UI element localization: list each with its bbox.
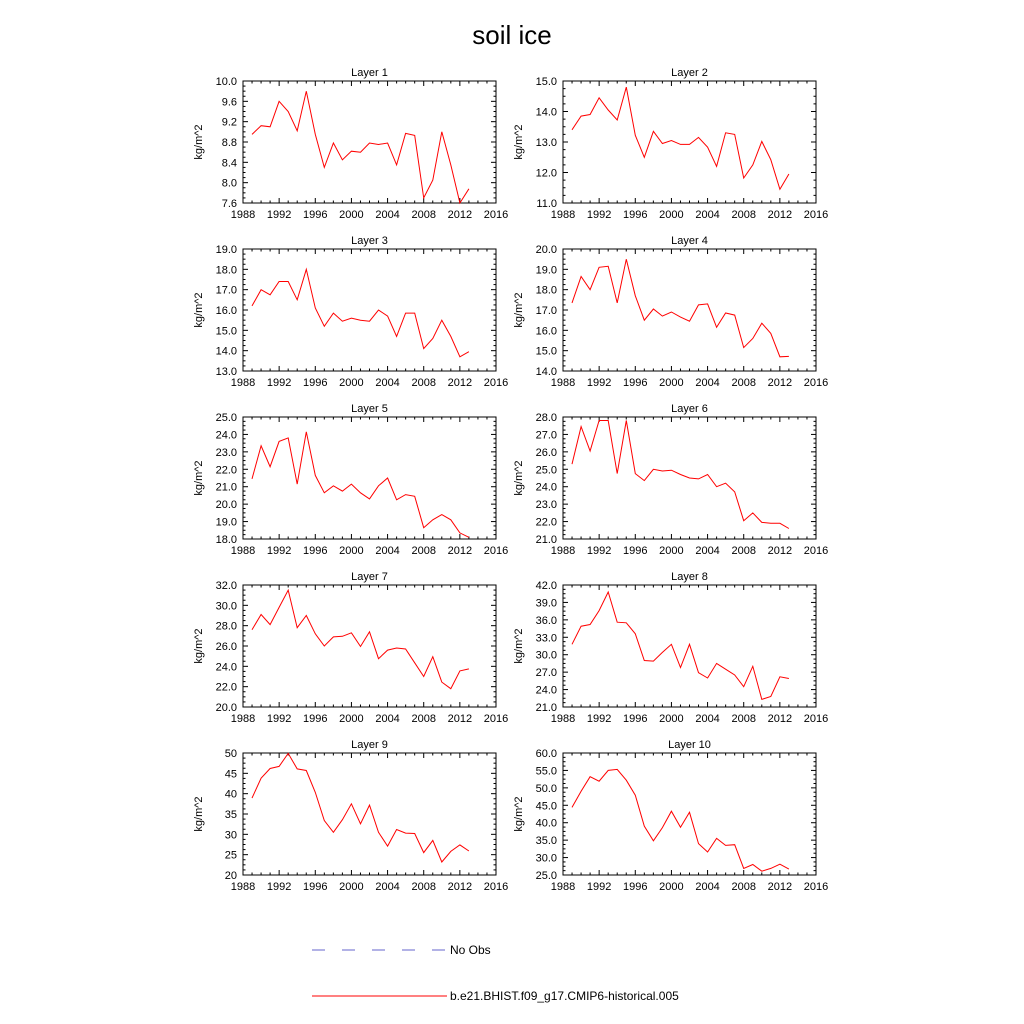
y-tick-label: 20.0: [215, 499, 237, 512]
panel-7: [193, 571, 508, 725]
x-tick-label: 2012: [767, 545, 793, 557]
y-tick-label: 40.0: [535, 817, 557, 830]
y-tick-label: 25.0: [535, 464, 557, 477]
series-line: [252, 269, 469, 357]
x-tick-label: 2000: [659, 545, 684, 557]
y-tick-label: 17.0: [215, 284, 237, 297]
y-tick-label: 9.6: [221, 96, 237, 109]
y-tick-label: 33.0: [535, 632, 557, 645]
y-tick-label: 20.0: [215, 702, 237, 714]
x-tick-label: 2016: [803, 545, 829, 557]
y-tick-label: 35: [224, 809, 237, 821]
y-tick-label: 32.0: [215, 580, 237, 592]
legend-label-2: b.e21.BHIST.f09_g17.CMIP6-historical.005: [450, 989, 679, 1003]
figure-title: soil ice: [472, 20, 552, 50]
x-tick-label: 1992: [586, 545, 612, 557]
x-tick-label: 2016: [483, 713, 509, 725]
y-tick-label: 15.0: [535, 76, 557, 88]
x-tick-label: 2012: [447, 545, 473, 557]
x-tick-label: 1988: [550, 545, 576, 557]
y-tick-label: 8.0: [221, 177, 237, 190]
y-tick-label: 22.0: [215, 464, 237, 477]
x-tick-label: 2004: [695, 209, 720, 221]
x-tick-label: 2004: [375, 545, 400, 557]
y-tick-label: 22.0: [535, 516, 557, 529]
x-tick-label: 1988: [550, 377, 576, 389]
y-axis-label: kg/m^2: [513, 796, 525, 832]
panel-title: Layer 4: [671, 235, 708, 247]
y-tick-label: 24.0: [535, 684, 557, 697]
panel-2: [513, 67, 828, 221]
x-tick-label: 1988: [550, 209, 576, 221]
series-line: [252, 753, 469, 862]
x-tick-label: 2016: [483, 545, 509, 557]
y-tick-label: 40: [224, 788, 237, 801]
x-tick-label: 2008: [411, 713, 436, 725]
x-tick-label: 2012: [447, 377, 473, 389]
x-tick-label: 2004: [695, 377, 720, 389]
panel-title: Layer 9: [351, 739, 388, 751]
panel-title: Layer 8: [671, 571, 708, 583]
series-line: [572, 87, 789, 189]
x-tick-label: 2012: [767, 713, 793, 725]
panel-9: [193, 739, 508, 893]
y-tick-label: 18.0: [215, 534, 237, 546]
y-tick-label: 16.0: [535, 325, 557, 338]
x-tick-label: 2016: [803, 209, 829, 221]
y-tick-label: 12.0: [535, 167, 557, 180]
plot-frame: [243, 753, 496, 875]
panel-4: [513, 235, 828, 389]
x-tick-label: 2012: [767, 209, 793, 221]
y-tick-label: 28.0: [535, 412, 557, 424]
plot-frame: [563, 585, 816, 707]
plot-frame: [243, 81, 496, 203]
panel-3: [193, 235, 508, 389]
x-tick-label: 1992: [586, 881, 612, 893]
y-tick-label: 16.0: [215, 305, 237, 317]
y-tick-label: 10.0: [215, 76, 237, 88]
y-tick-label: 24.0: [215, 661, 237, 674]
x-tick-label: 2000: [339, 713, 364, 725]
y-tick-label: 17.0: [535, 305, 557, 317]
y-axis-label: kg/m^2: [513, 124, 525, 160]
y-axis-label: kg/m^2: [513, 292, 525, 328]
panel-title: Layer 7: [351, 571, 388, 583]
y-axis-label: kg/m^2: [193, 124, 205, 160]
x-tick-label: 2012: [447, 209, 473, 221]
y-tick-label: 23.0: [215, 446, 237, 459]
x-tick-label: 1992: [266, 881, 292, 893]
y-tick-label: 27.0: [535, 429, 557, 442]
y-tick-label: 23.0: [535, 499, 557, 512]
x-tick-label: 2004: [375, 209, 400, 221]
y-tick-label: 35.0: [535, 835, 557, 848]
legend-label-1: No Obs: [450, 943, 491, 957]
y-axis-label: kg/m^2: [193, 796, 205, 832]
x-tick-label: 2016: [483, 377, 509, 389]
x-tick-label: 1988: [230, 377, 256, 389]
x-tick-label: 2012: [447, 713, 473, 725]
y-tick-label: 45.0: [535, 800, 557, 813]
series-line: [572, 259, 789, 357]
y-tick-label: 55.0: [535, 765, 557, 778]
x-tick-label: 2000: [659, 209, 684, 221]
y-tick-label: 19.0: [215, 244, 237, 256]
y-tick-label: 7.6: [221, 198, 237, 210]
y-tick-label: 25: [224, 849, 237, 862]
x-tick-label: 2008: [411, 209, 436, 221]
x-tick-label: 1992: [266, 377, 292, 389]
panel-title: Layer 6: [671, 403, 708, 415]
y-tick-label: 8.4: [221, 157, 237, 170]
x-tick-label: 1996: [623, 713, 648, 725]
y-tick-label: 50: [224, 748, 237, 760]
y-tick-label: 26.0: [535, 446, 557, 459]
panel-title: Layer 10: [668, 739, 711, 751]
x-tick-label: 2004: [695, 545, 720, 557]
y-tick-label: 14.0: [535, 366, 557, 378]
series-line: [572, 592, 789, 699]
y-tick-label: 25.0: [535, 870, 557, 882]
series-line: [572, 421, 789, 529]
y-tick-label: 21.0: [535, 534, 557, 546]
x-tick-label: 1992: [586, 713, 612, 725]
y-tick-label: 19.0: [215, 516, 237, 529]
series-line: [252, 91, 469, 203]
x-tick-label: 1996: [623, 881, 648, 893]
y-axis-label: kg/m^2: [193, 292, 205, 328]
x-tick-label: 2016: [803, 713, 829, 725]
x-tick-label: 1988: [230, 209, 256, 221]
y-tick-label: 14.0: [535, 106, 557, 119]
y-tick-label: 50.0: [535, 782, 557, 795]
y-axis-label: kg/m^2: [193, 628, 205, 664]
x-tick-label: 2000: [659, 881, 684, 893]
x-tick-label: 1992: [266, 209, 292, 221]
x-tick-label: 2000: [659, 377, 684, 389]
x-tick-label: 2008: [411, 377, 436, 389]
y-tick-label: 60.0: [535, 748, 557, 760]
y-axis-label: kg/m^2: [513, 628, 525, 664]
series-line: [252, 590, 469, 689]
x-tick-label: 2008: [731, 545, 756, 557]
panel-1: [193, 67, 508, 221]
x-tick-label: 2016: [803, 881, 829, 893]
y-tick-label: 27.0: [535, 667, 557, 680]
y-tick-label: 20: [224, 870, 237, 882]
plot-frame: [243, 417, 496, 539]
x-tick-label: 1996: [303, 713, 328, 725]
x-tick-label: 2000: [339, 545, 364, 557]
y-tick-label: 13.0: [215, 366, 237, 378]
y-tick-label: 21.0: [215, 481, 237, 494]
x-tick-label: 1992: [266, 545, 292, 557]
x-tick-label: 1996: [303, 545, 328, 557]
y-tick-label: 8.8: [221, 137, 237, 149]
x-tick-label: 2004: [375, 881, 400, 893]
series-line: [252, 432, 469, 538]
x-tick-label: 2012: [447, 881, 473, 893]
x-tick-label: 2012: [767, 881, 793, 893]
y-tick-label: 39.0: [535, 597, 557, 610]
y-tick-label: 14.0: [215, 345, 237, 358]
y-tick-label: 45: [224, 768, 237, 781]
x-tick-label: 1996: [303, 881, 328, 893]
y-tick-label: 15.0: [535, 345, 557, 358]
x-tick-label: 1992: [266, 713, 292, 725]
y-tick-label: 24.0: [535, 481, 557, 494]
y-tick-label: 26.0: [215, 641, 237, 653]
panel-title: Layer 1: [351, 67, 388, 79]
x-tick-label: 2004: [375, 713, 400, 725]
y-tick-label: 30.0: [215, 600, 237, 613]
x-tick-label: 1992: [586, 377, 612, 389]
y-tick-label: 36.0: [535, 614, 557, 627]
x-tick-label: 2008: [731, 377, 756, 389]
x-tick-label: 2008: [731, 713, 756, 725]
y-tick-label: 30.0: [535, 852, 557, 865]
y-tick-label: 28.0: [215, 620, 237, 633]
x-tick-label: 1988: [230, 713, 256, 725]
x-tick-label: 1988: [230, 545, 256, 557]
panel-title: Layer 3: [351, 235, 388, 247]
x-tick-label: 2016: [483, 209, 509, 221]
x-tick-label: 2004: [375, 377, 400, 389]
x-tick-label: 1996: [623, 377, 648, 389]
series-line: [572, 769, 789, 871]
y-tick-label: 15.0: [215, 325, 237, 338]
y-tick-label: 25.0: [215, 412, 237, 424]
x-tick-label: 2008: [411, 881, 436, 893]
y-tick-label: 18.0: [215, 264, 237, 277]
y-tick-label: 42.0: [535, 580, 557, 592]
x-tick-label: 1988: [550, 713, 576, 725]
y-tick-label: 13.0: [535, 137, 557, 149]
x-tick-label: 2012: [767, 377, 793, 389]
x-tick-label: 1996: [303, 209, 328, 221]
x-tick-label: 2004: [695, 881, 720, 893]
x-tick-label: 2000: [339, 377, 364, 389]
legend: [312, 943, 679, 1003]
y-axis-label: kg/m^2: [193, 460, 205, 496]
x-tick-label: 1992: [586, 209, 612, 221]
x-tick-label: 2016: [803, 377, 829, 389]
x-tick-label: 2000: [339, 209, 364, 221]
y-tick-label: 9.2: [221, 116, 237, 129]
y-tick-label: 21.0: [535, 702, 557, 714]
y-tick-label: 22.0: [215, 681, 237, 694]
x-tick-label: 2008: [731, 881, 756, 893]
y-tick-label: 11.0: [536, 198, 557, 210]
panel-10: [513, 739, 828, 893]
x-tick-label: 2000: [659, 713, 684, 725]
x-tick-label: 2000: [339, 881, 364, 893]
x-tick-label: 1996: [303, 377, 328, 389]
y-tick-label: 24.0: [215, 429, 237, 442]
y-tick-label: 19.0: [535, 264, 557, 277]
panel-title: Layer 2: [671, 67, 708, 79]
y-tick-label: 30: [224, 829, 237, 842]
y-axis-label: kg/m^2: [513, 460, 525, 496]
panels: [193, 67, 828, 893]
x-tick-label: 2008: [411, 545, 436, 557]
x-tick-label: 1988: [550, 881, 576, 893]
x-tick-label: 2016: [483, 881, 509, 893]
x-tick-label: 1996: [623, 545, 648, 557]
panel-8: [513, 571, 828, 725]
panel-5: [193, 403, 508, 557]
x-tick-label: 1988: [230, 881, 256, 893]
y-tick-label: 20.0: [535, 244, 557, 256]
y-tick-label: 18.0: [535, 284, 557, 297]
panel-6: [513, 403, 828, 557]
x-tick-label: 2008: [731, 209, 756, 221]
y-tick-label: 30.0: [535, 649, 557, 662]
x-tick-label: 1996: [623, 209, 648, 221]
x-tick-label: 2004: [695, 713, 720, 725]
panel-title: Layer 5: [351, 403, 388, 415]
